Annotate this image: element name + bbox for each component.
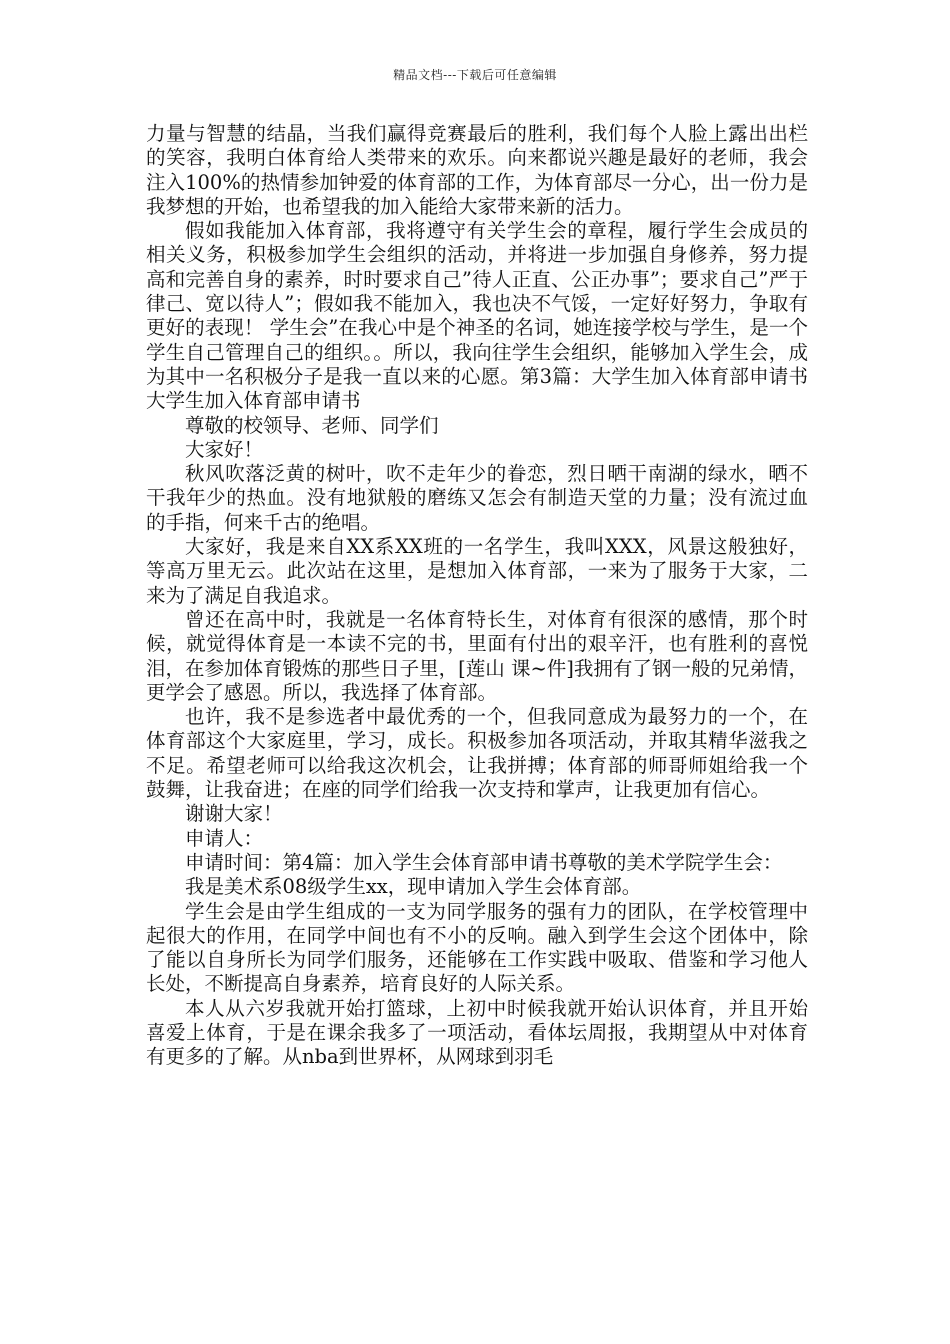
paragraph-effort: 也许，我不是参选者中最优秀的一个，但我同意成为最努力的一个，在体育部这个大家庭里，学习，成长。积极参加各项活动，并取其精华滋我之不足。希望老师可以给我这次机会，让我拼搏；体育部的师哥师姐给我一个鼓舞，让我奋进；在座的同学们给我一次支持和掌声，让我更加有信心。 xyxy=(146,705,808,802)
paragraph-basketball: 本人从六岁我就开始打篮球，上初中时候我就开始认识体育，并且开始喜爱上体育，于是在课余我多了一项活动，看体坛周报，我期望从中对体育有更多的了解。从nba到世界杯，从网球到羽毛 xyxy=(146,996,808,1069)
greeting: 大家好！ xyxy=(185,437,264,461)
paragraph-student-intro: 我是美术系08级学生xx，现申请加入学生会体育部。 xyxy=(185,875,642,899)
applicant-line: 申请人： xyxy=(185,826,264,850)
paragraph-1: 力量与智慧的结晶，当我们赢得竞赛最后的胜利，我们每个人脸上露出出栏的笑容，我明白体育给人类带来的欢乐。向来都说兴趣是最好的老师，我会注入100%的热情参加钟爱的体育部的工作，为体育部尽一分心，出一份力是我梦想的开始，也希望我的加入能给大家带来新的活力。 xyxy=(146,122,808,218)
thanks-line: 谢谢大家！ xyxy=(185,802,283,826)
paragraph-autumn: 秋风吹落泛黄的树叶，吹不走年少的眷恋，烈日晒干南湖的绿水，晒不干我年少的热血。没有地狱般的磨练又怎会有制造天堂的力量；没有流过血的手指，何来千古的绝唱。 xyxy=(146,462,808,534)
application-date-line: 申请时间：第4篇：加入学生会体育部申请书尊敬的美术学院学生会： xyxy=(185,850,783,874)
salutation: 尊敬的校领导、老师、同学们 xyxy=(185,413,439,437)
paragraph-highschool: 曾还在高中时，我就是一名体育特长生，对体育有很深的感情，那个时候，就觉得体育是一本读不完的书，里面有付出的艰辛汗，也有胜利的喜悦泪，在参加体育锻炼的那些日子里，[莲山 课~件]我拥有了钢一般的兄弟情，更学会了感恩。所以，我选择了体育部。 xyxy=(146,607,808,704)
page-header: 精品文档---下载后可任意编辑 xyxy=(393,68,557,82)
paragraph-2: 假如我能加入体育部，我将遵守有关学生会的章程，履行学生会成员的相关义务，积极参加学生会组织的活动，并将进一步加强自身修养，努力提高和完善自身的素养，时时要求自己”待人正直、公正办事”；要求自己”严于律己、宽以待人”；假如我不能加入，我也决不气馁，一定好好努力，争取有更好的表现！ 学生会”在我心中是个神圣的名词，她连接学校与学生，是一个学生自己管理自己的组织。。所以，我向往学生会组织，能够加入学生会，成为其中一名积极分子是我一直以来的心愿。第3篇：大学生加入体育部申请书大学生加入体育部申请书 xyxy=(146,219,808,413)
paragraph-student-union: 学生会是由学生组成的一支为同学服务的强有力的团队，在学校管理中起很大的作用，在同学中间也有不小的反响。融入到学生会这个团体中，除了能以自身所长为同学们服务，还能够在工作实践中吸取、借鉴和学习他人长处，不断提高自身素养，培育良好的人际关系。 xyxy=(146,899,808,996)
document-body xyxy=(146,122,808,1070)
paragraph-intro: 大家好，我是来自XX系XX班的一名学生，我叫XXX，风景这般独好，等高万里无云。此次站在这里，是想加入体育部，一来为了服务于大家，二来为了满足自我追求。 xyxy=(146,535,808,607)
